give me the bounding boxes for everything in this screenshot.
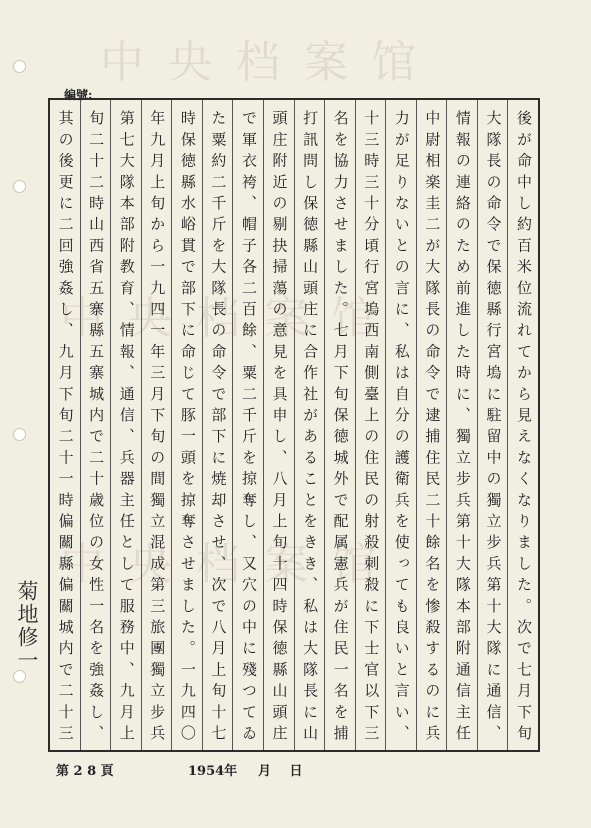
text-column: 大隊長の命令で保徳縣行宮塢に駐留中の獨立步兵第十大隊に通信、 — [477, 100, 508, 750]
text-column: 時保徳縣水峪貫で部下に命じて豚一頭を掠奪させました。一九四〇 — [171, 100, 202, 750]
date-month-day: 月 日 — [258, 764, 303, 779]
watermark-stamp: 中央档案馆 — [60, 293, 400, 344]
text-column: 中尉相楽圭二が大隊長の命令で逮捕住民二十餘名を惨殺するのに兵 — [416, 100, 447, 750]
page-number: 第 2 8 頁 — [56, 764, 114, 779]
serial-number-label: 編號: — [64, 88, 93, 102]
text-column: 名を協力させました。七月下旬保徳城外で配属憲兵が住民一名を捕 — [324, 100, 355, 750]
text-column: た粟約二千斤を大隊長の命令で部下に焼却させ、次で八月上旬十七 — [202, 100, 233, 750]
author-signature: 菊地修一 — [15, 580, 39, 672]
text-column: 旬二十二時山西省五寨縣五寨城内で二十歳位の女性一名を強姦し、 — [80, 100, 111, 750]
text-column: で軍衣袴、帽子各二百餘、粟二千斤を掠奪し、又穴の中に殘つてゐ — [232, 100, 263, 750]
watermark-stamp: 中央档案馆 — [60, 539, 400, 590]
binding-hole — [13, 428, 26, 441]
text-column: 力が足りないとの言に、私は自分の護衛兵を使っても良いと言い、 — [385, 100, 416, 750]
text-column: 頭庄附近の剔抉掃蕩の意見を具申し、八月上旬十四時保徳縣山頭庄 — [263, 100, 294, 750]
manuscript-grid — [48, 98, 540, 752]
text-column: 其の後更に二回強姦し、九月下旬二十一時偏關縣偏關城内で二十三 — [56, 110, 75, 746]
text-column: 後が命中し約百米位流れてから見えなくなりました。次で七月下旬 — [507, 100, 538, 750]
text-column: 十三時三十分頃行宮塢西南側臺上の住民の射殺刺殺に下士官以下三 — [355, 100, 386, 750]
binding-hole — [13, 60, 26, 73]
text-column: 第七大隊本部附教育、情報、通信、兵器主任として服務中、九月上 — [110, 100, 141, 750]
date-year: 1954年 — [188, 764, 238, 779]
text-column: 情報の連絡のため前進した時に、獨立步兵第十大隊本部附通信主任 — [446, 100, 477, 750]
page-footer — [48, 760, 540, 780]
text-column: 年九月上旬から一九四一年三月下旬の間獨立混成第三旅團獨立步兵 — [141, 100, 172, 750]
text-column: 打訊問し保徳縣山頭庄に合作社があることをきき、私は大隊長に山 — [294, 100, 325, 750]
binding-hole — [13, 180, 26, 193]
watermark-stamp: 中央档案馆 — [100, 37, 440, 88]
